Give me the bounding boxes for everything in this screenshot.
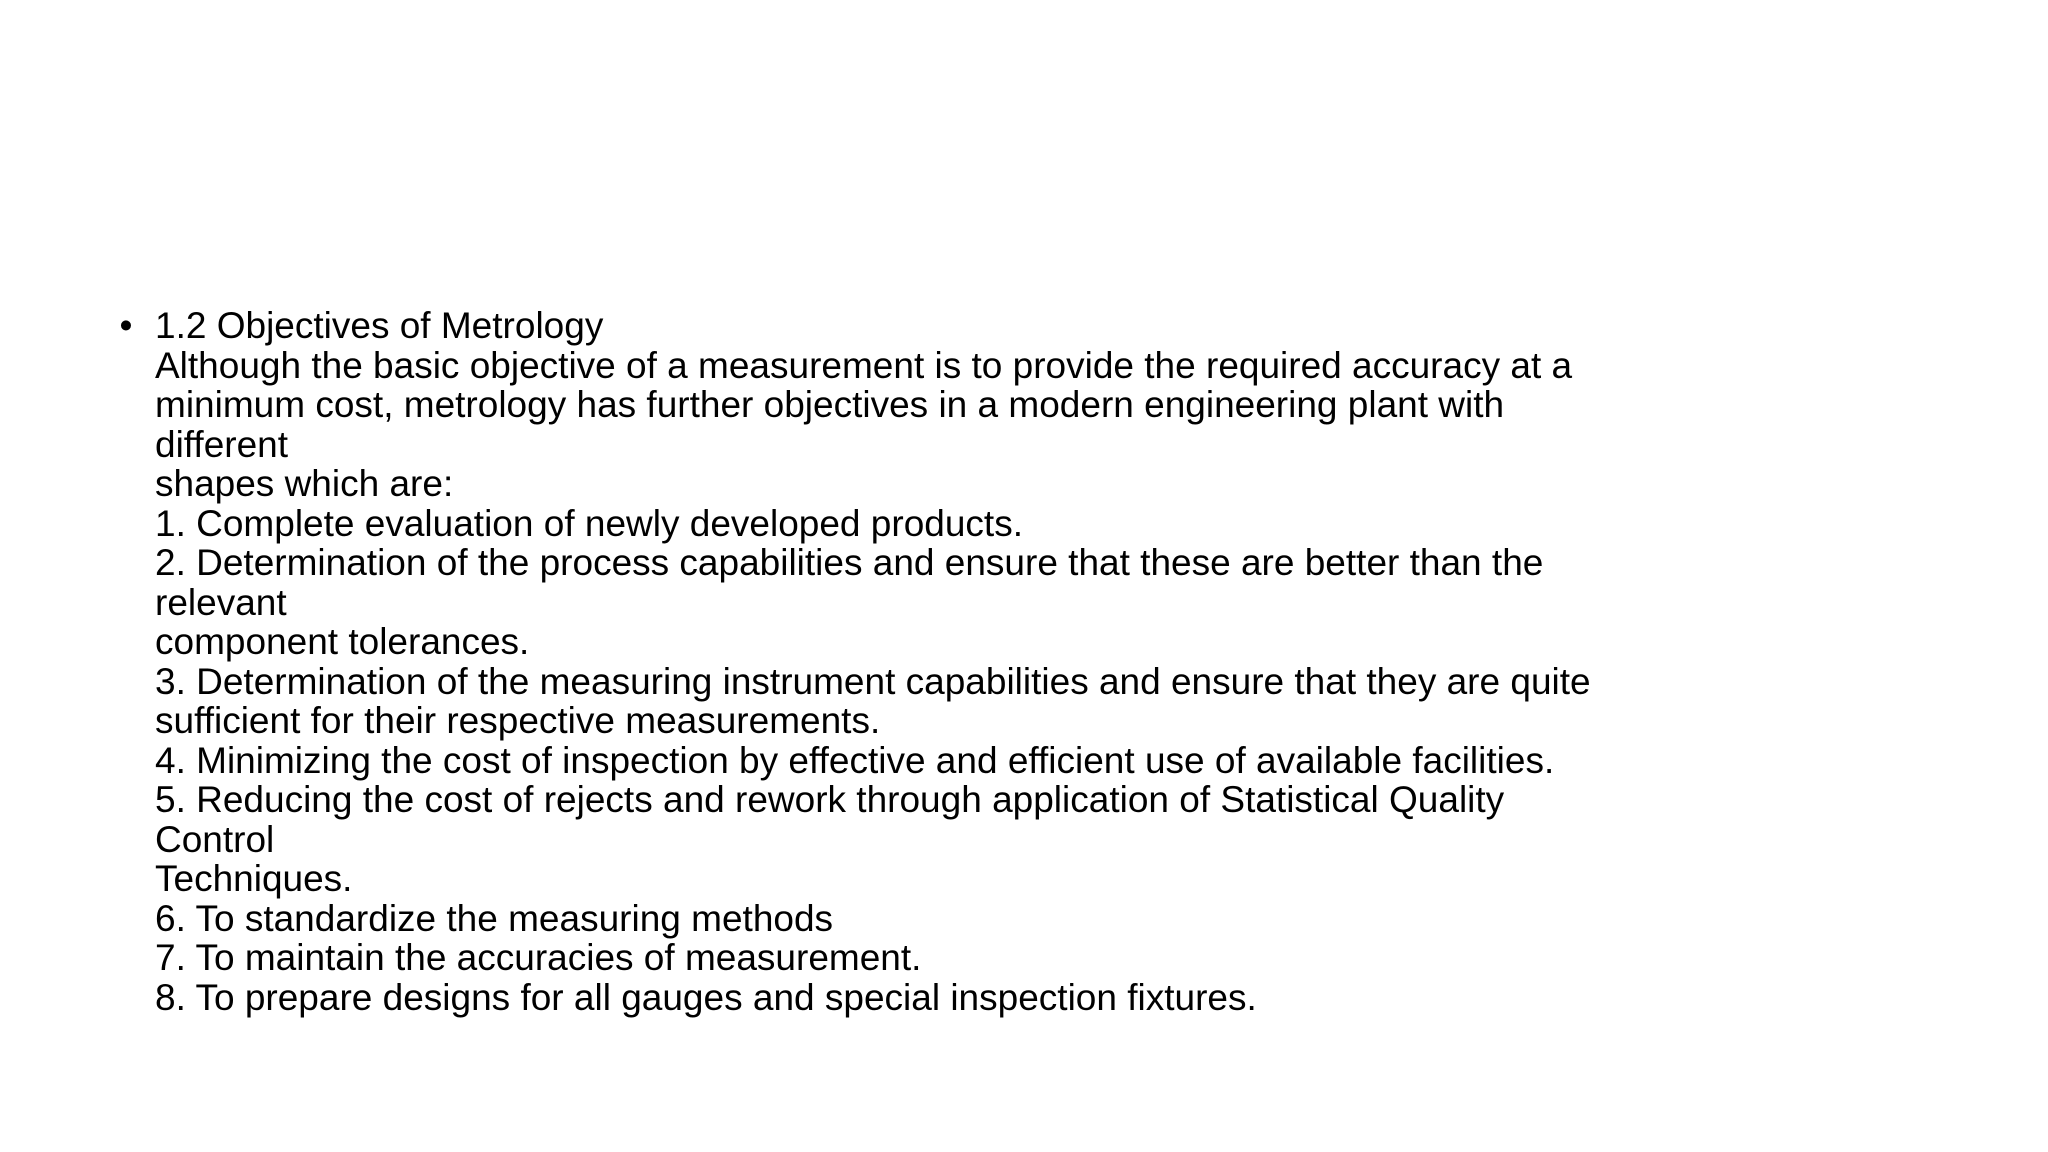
text-line: minimum cost, metrology has further objectives in a modern engineering plant with [155,384,1505,425]
bullet-marker: • [119,305,133,346]
list-item-2-cont: component tolerances. [155,621,530,662]
list-item-5-cont: Control [155,818,275,860]
list-item-3: 3. Determination of the measuring instrument capabilities and ensure that they are quite [155,660,1591,702]
text-line: different [155,423,289,465]
text-line: Although the basic objective of a measurement is to provide the required accuracy at a [155,344,1573,386]
list-item-1: 1. Complete evaluation of newly developed products. [155,502,1023,544]
slide-body [119,305,2015,1018]
list-item-5: 5. Reducing the cost of rejects and rework through application of Statistical Quality [155,779,1505,820]
list-item-2: 2. Determination of the process capabilities and ensure that these are better than the [155,542,1544,583]
list-item-4: 4. Minimizing the cost of inspection by effective and efficient use of available facilities. [155,739,1555,781]
list-item-6: 6. To standardize the measuring methods [155,897,834,939]
list-item-2-cont: relevant [155,581,287,623]
list-item-5-cont: Techniques. [155,858,353,899]
list-item-7: 7. To maintain the accuracies of measurement. [155,937,922,978]
list-item-3-cont: sufficient for their respective measurements. [155,700,881,741]
list-item-8: 8. To prepare designs for all gauges and special inspection fixtures. [155,976,1257,1018]
text-line: shapes which are: [155,463,454,504]
heading-line: 1.2 Objectives of Metrology [155,305,604,346]
